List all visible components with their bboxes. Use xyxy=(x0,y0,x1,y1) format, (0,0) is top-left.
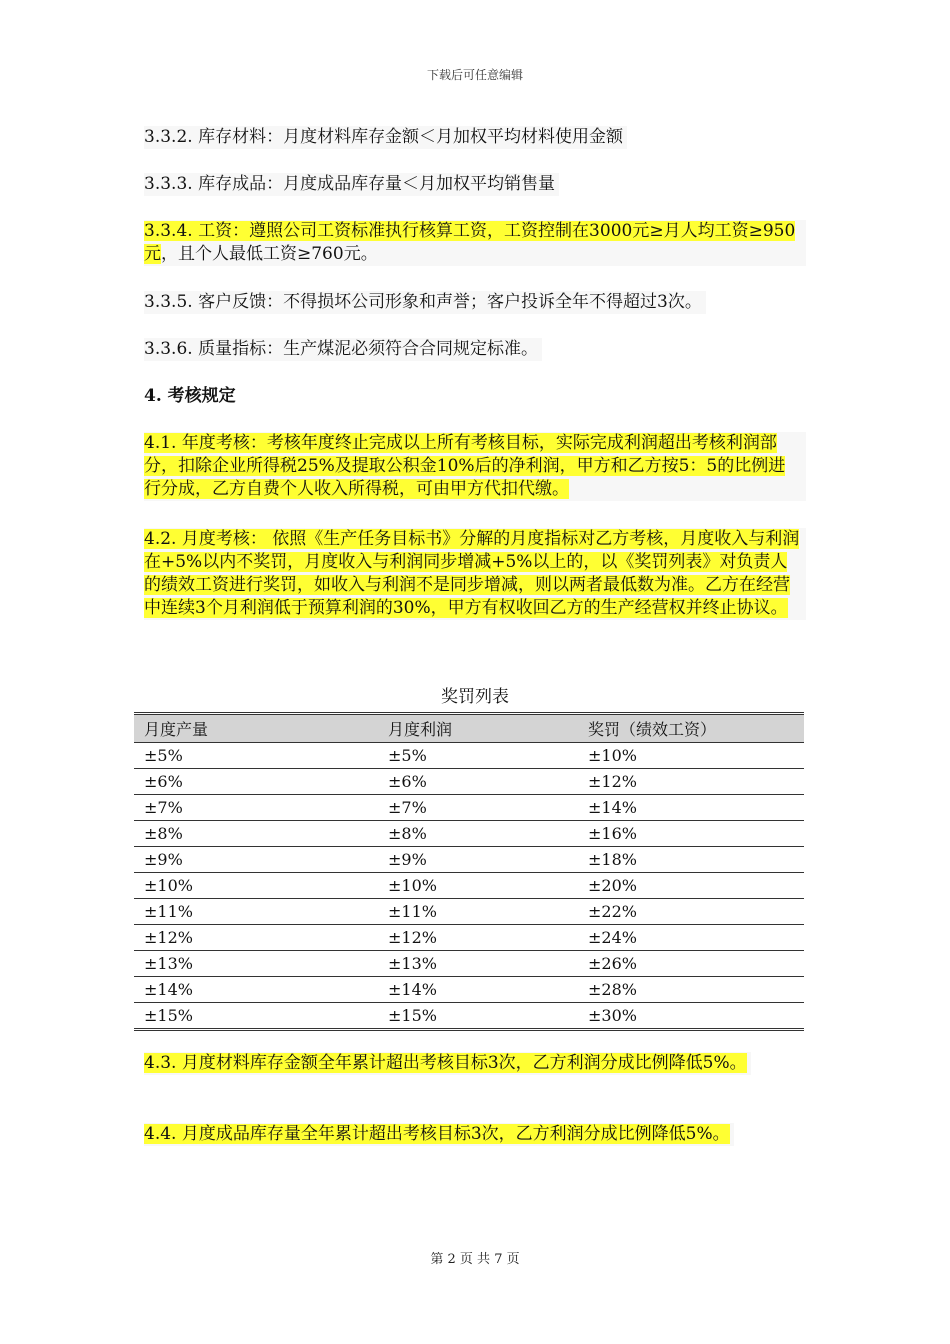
page-footer: 第 2 页 共 7 页 xyxy=(430,1252,520,1267)
clause-4-3-highlight: 4.3. 月度材料库存金额全年累计超出考核目标3次，乙方利润分成比例降低5%。 xyxy=(144,1053,747,1073)
cell-reward: ±26% xyxy=(578,951,804,977)
clause-3-3-4-rest: ，且个人最低工资≥760元。 xyxy=(161,244,378,264)
cell-output: ±8% xyxy=(134,821,378,847)
table-row xyxy=(134,847,804,873)
clause-4-2 xyxy=(144,528,806,620)
table-title: 奖罚列表 xyxy=(441,687,509,707)
page-header: 下载后可任意编辑 xyxy=(426,68,523,82)
cell-output: ±7% xyxy=(134,795,378,821)
cell-profit: ±11% xyxy=(378,899,578,925)
cell-profit: ±7% xyxy=(378,795,578,821)
table-row xyxy=(134,925,804,951)
clause-4-3 xyxy=(144,1052,751,1075)
cell-reward: ±24% xyxy=(578,925,804,951)
cell-reward: ±22% xyxy=(578,899,804,925)
cell-reward: ±30% xyxy=(588,1006,637,1025)
cell-reward: ±28% xyxy=(578,977,804,1003)
cell-reward: ±10% xyxy=(578,743,804,769)
cell-output: ±14% xyxy=(134,977,378,1003)
cell-profit: ±10% xyxy=(378,873,578,899)
clause-4-1-highlight: 4.1. 年度考核：考核年度终止完成以上所有考核目标，实际完成利润超出考核利润部分，扣除企业所得税25%及提取公积金10%后的净利润，甲方和乙方按5：5的比例进行分成，乙方自费个人收入所得税，可由甲方代扣代缴。 xyxy=(144,433,786,499)
clause-4-4-highlight: 4.4. 月度成品库存量全年累计超出考核目标3次，乙方利润分成比例降低5%。 xyxy=(144,1124,730,1144)
cell-output: ±6% xyxy=(134,769,378,795)
table-row xyxy=(134,1003,804,1030)
clause-4-2-highlight: 4.2. 月度考核： 依照《生产任务目标书》分解的月度指标对乙方考核，月度收入与利润在+5%以内不奖罚，月度收入与利润同步增减+5%以上的，以《奖罚列表》对负责人的绩效工资进行奖罚，如收入与利润不是同步增减，则以两者最低数为准。乙方在经营中连续3个月利润低于预算利润的30%，甲方有权收回乙方的生产经营权并终止协议。 xyxy=(144,529,800,618)
cell-reward: ±18% xyxy=(578,847,804,873)
clause-4-1 xyxy=(144,432,806,501)
cell-profit: ±6% xyxy=(378,769,578,795)
cell-output: ±15% xyxy=(144,1006,193,1025)
cell-output: ±10% xyxy=(134,873,378,899)
cell-profit: ±9% xyxy=(378,847,578,873)
table-row xyxy=(134,873,804,899)
cell-profit: ±5% xyxy=(378,743,578,769)
section-heading-4: 4. 考核规定 xyxy=(144,386,236,406)
clause-4-4 xyxy=(144,1123,734,1146)
table-row xyxy=(134,769,804,795)
cell-profit: ±15% xyxy=(388,1006,437,1025)
table-row xyxy=(134,977,804,1003)
cell-profit: ±8% xyxy=(378,821,578,847)
cell-reward: ±16% xyxy=(578,821,804,847)
cell-profit: ±12% xyxy=(378,925,578,951)
clause-3-3-5: 3.3.5. 客户反馈：不得损坏公司形象和声誉；客户投诉全年不得超过3次。 xyxy=(144,291,706,314)
column-header-reward: 奖罚（绩效工资） xyxy=(578,714,804,743)
cell-output: ±5% xyxy=(134,743,378,769)
cell-reward: ±12% xyxy=(578,769,804,795)
cell-reward: ±20% xyxy=(578,873,804,899)
clause-3-3-4-highlight: 3.3.4. 工资：遵照公司工资标准执行核算工资，工资控制在3000元≥月人均工资≥950元 xyxy=(144,221,796,264)
clause-3-3-6: 3.3.6. 质量指标：生产煤泥必须符合合同规定标准。 xyxy=(144,338,542,361)
cell-output: ±12% xyxy=(134,925,378,951)
table-row xyxy=(134,821,804,847)
table-header-row xyxy=(134,714,804,743)
table-row xyxy=(134,951,804,977)
cell-profit: ±13% xyxy=(378,951,578,977)
cell-reward: ±14% xyxy=(578,795,804,821)
clause-3-3-4 xyxy=(144,220,806,266)
cell-output: ±9% xyxy=(134,847,378,873)
cell-output: ±11% xyxy=(134,899,378,925)
clause-3-3-3: 3.3.3. 库存成品：月度成品库存量＜月加权平均销售量 xyxy=(144,173,559,196)
table-row xyxy=(134,743,804,769)
clause-3-3-2: 3.3.2. 库存材料：月度材料库存金额＜月加权平均材料使用金额 xyxy=(144,126,627,149)
reward-penalty-table xyxy=(134,712,804,1031)
cell-output: ±13% xyxy=(134,951,378,977)
table-row xyxy=(134,795,804,821)
table-row xyxy=(134,899,804,925)
column-header-output: 月度产量 xyxy=(134,714,378,743)
cell-profit: ±14% xyxy=(378,977,578,1003)
column-header-profit: 月度利润 xyxy=(378,714,578,743)
